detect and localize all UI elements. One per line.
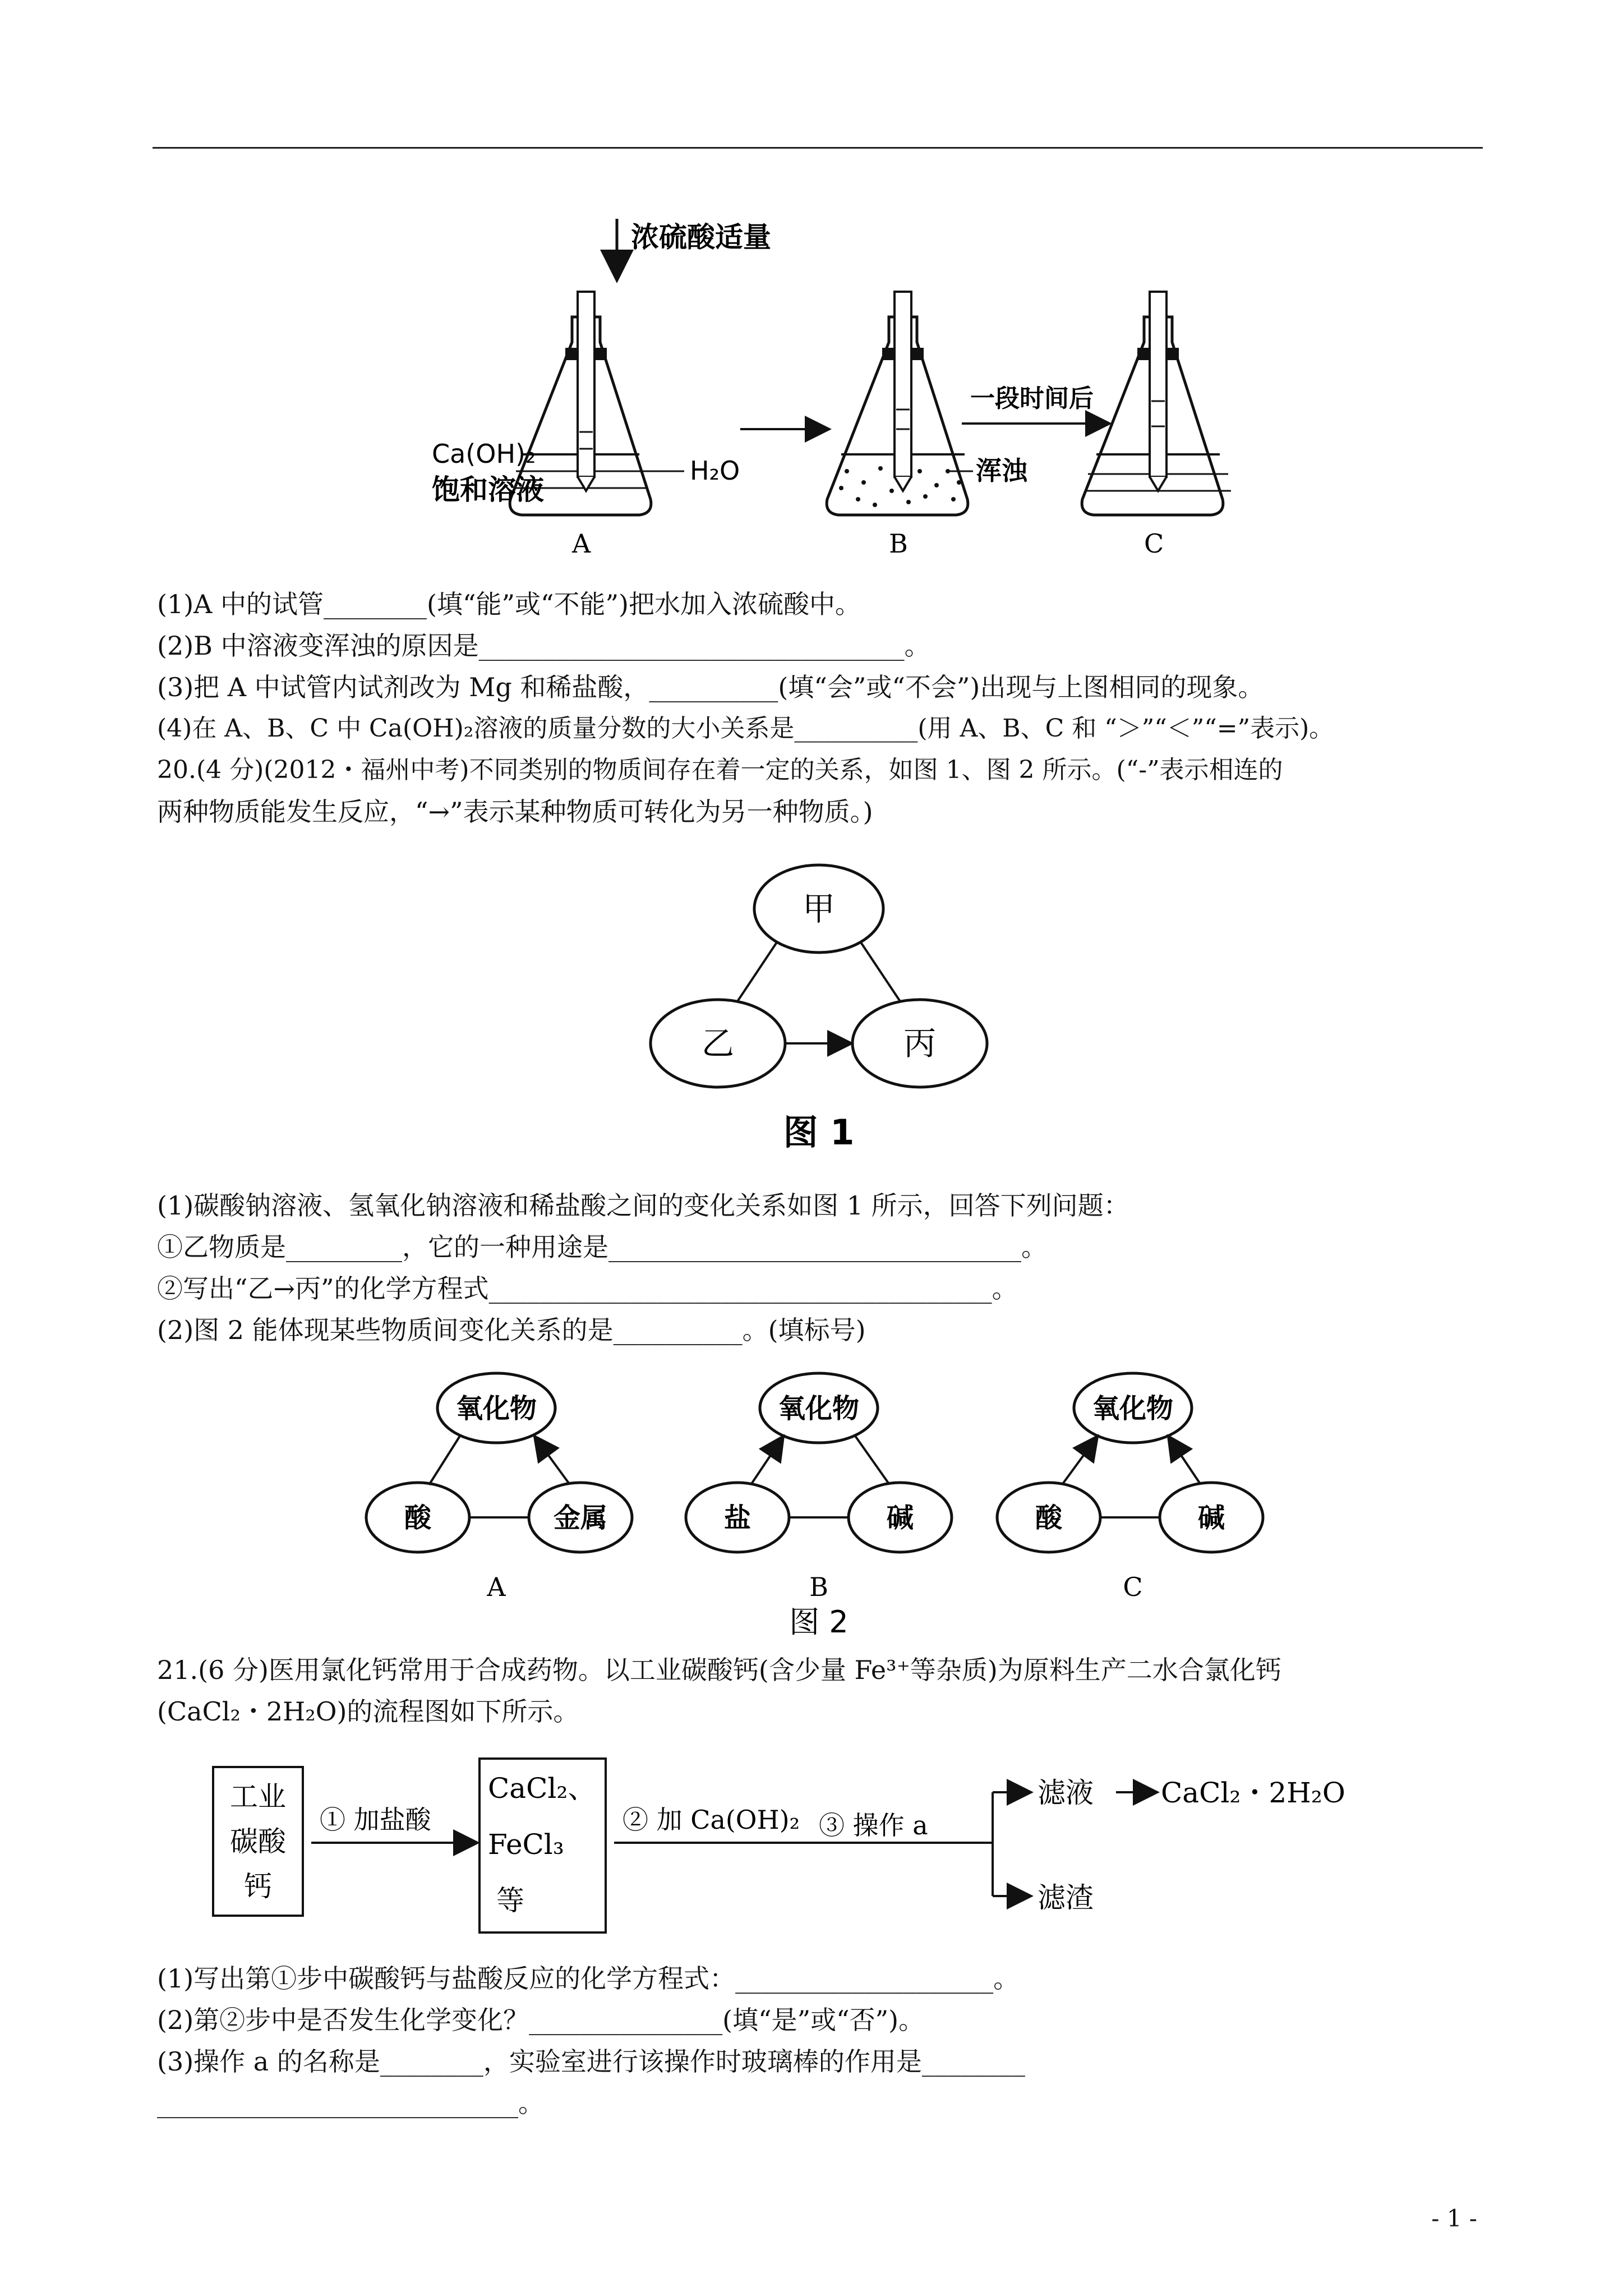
svg-text:氧化物: 氧化物	[778, 1393, 860, 1424]
svg-text:碱: 碱	[886, 1502, 914, 1534]
svg-text:FeCl₃: FeCl₃	[488, 1828, 564, 1861]
svg-text:CaCl₂・2H₂O: CaCl₂・2H₂O	[1161, 1777, 1345, 1809]
svg-text:丙: 丙	[903, 1024, 937, 1062]
svg-text:钙: 钙	[244, 1870, 272, 1903]
acid-label: 浓硫酸适量	[631, 221, 771, 254]
flask-experiment-figure	[415, 208, 1234, 567]
svg-text:C: C	[1144, 528, 1164, 559]
svg-text:等: 等	[496, 1884, 524, 1917]
q19-line1: (1)A 中的试管________(填“能”或“不能”)把水加入浓硫酸中。	[157, 589, 861, 619]
figure-2-triangles	[359, 1366, 1279, 1658]
q20-line1: 20.(4 分)(2012・福州中考)不同类别的物质间存在着一定的关系，如图 1、图 2 所示。(“-”表示相连的	[157, 756, 1283, 784]
svg-text:酸: 酸	[1035, 1502, 1063, 1534]
svg-text:盐: 盐	[723, 1502, 751, 1534]
svg-text:氧化物: 氧化物	[455, 1393, 537, 1424]
header-rule	[153, 147, 1483, 149]
svg-text:B: B	[889, 528, 908, 559]
svg-text:A: A	[487, 1572, 506, 1602]
q20-p2: ①乙物质是_________，它的一种用途是________________________________。	[157, 1232, 1047, 1262]
q20-p4: (2)图 2 能体现某些物质间变化关系的是__________。(填标号)	[157, 1315, 866, 1345]
svg-text:饱和溶液: 饱和溶液	[432, 473, 544, 506]
svg-text:工业: 工业	[230, 1780, 286, 1813]
q19-line4: (4)在 A、B、C 中 Ca(OH)₂溶液的质量分数的大小关系是__________(用 A、B、C 和 “＞”“＜”“=”表示)。	[157, 714, 1334, 743]
q21-line1: 21.(6 分)医用氯化钙常用于合成药物。以工业碳酸钙(含少量 Fe³⁺等杂质)为原料生产二水合氯化钙	[157, 1655, 1281, 1685]
q21-p3: (3)操作 a 的名称是________，实验室进行该操作时玻璃棒的作用是________	[157, 2046, 1025, 2077]
svg-text:碳酸: 碳酸	[230, 1825, 286, 1858]
svg-text:乙: 乙	[701, 1024, 735, 1062]
svg-text:H₂O: H₂O	[690, 455, 740, 486]
svg-text:氧化物: 氧化物	[1092, 1393, 1174, 1424]
svg-text:图 1: 图 1	[783, 1112, 855, 1153]
svg-text:一段时间后: 一段时间后	[970, 384, 1094, 413]
svg-text:浑浊: 浑浊	[976, 455, 1027, 486]
fig2-b	[686, 1373, 952, 1602]
svg-text:金属: 金属	[553, 1502, 608, 1534]
flask-c	[1082, 292, 1231, 515]
q20-line2: 两种物质能发生反应，“→”表示某种物质可转化为另一种物质。)	[157, 797, 873, 827]
svg-text:酸: 酸	[404, 1502, 432, 1534]
svg-text:C: C	[1123, 1572, 1143, 1602]
svg-text:③ 操作 a: ③ 操作 a	[819, 1810, 928, 1841]
q20-p1: (1)碳酸钠溶液、氢氧化钠溶液和稀盐酸之间的变化关系如图 1 所示，回答下列问题：	[157, 1190, 1129, 1221]
figure-1-triangle	[645, 861, 993, 1158]
q21-p4: ____________________________。	[157, 2088, 544, 2118]
svg-text:① 加盐酸: ① 加盐酸	[320, 1805, 431, 1835]
svg-text:A: A	[572, 528, 591, 559]
svg-text:碱: 碱	[1197, 1502, 1225, 1534]
process-flowchart	[208, 1750, 1497, 1952]
q20-p3: ②写出“乙→丙”的化学方程式_______________________________________。	[157, 1273, 1018, 1304]
svg-text:Ca(OH)₂: Ca(OH)₂	[432, 439, 536, 469]
svg-text:B: B	[809, 1572, 828, 1602]
q21-line2: (CaCl₂・2H₂O)的流程图如下所示。	[157, 1696, 579, 1727]
q19-line2: (2)B 中溶液变浑浊的原因是_________________________________。	[157, 631, 930, 661]
page-number: - 1 -	[1431, 2205, 1477, 2232]
svg-text:图 2: 图 2	[789, 1604, 849, 1640]
svg-text:② 加 Ca(OH)₂: ② 加 Ca(OH)₂	[623, 1805, 800, 1835]
svg-text:CaCl₂、: CaCl₂、	[488, 1772, 596, 1805]
svg-text:甲: 甲	[802, 890, 836, 928]
svg-text:滤液: 滤液	[1038, 1777, 1094, 1809]
fig2-a	[366, 1373, 632, 1602]
fig2-c	[997, 1373, 1263, 1602]
svg-text:滤渣: 滤渣	[1038, 1881, 1094, 1914]
q19-line3: (3)把 A 中试管内试剂改为 Mg 和稀盐酸，__________(填“会”或“不会”)出现与上图相同的现象。	[157, 672, 1264, 702]
q21-p2: (2)第②步中是否发生化学变化？_______________(填“是”或“否”)。	[157, 2005, 925, 2035]
flask-b	[827, 292, 973, 515]
q21-p1: (1)写出第①步中碳酸钙与盐酸反应的化学方程式：____________________。	[157, 1963, 1020, 1994]
